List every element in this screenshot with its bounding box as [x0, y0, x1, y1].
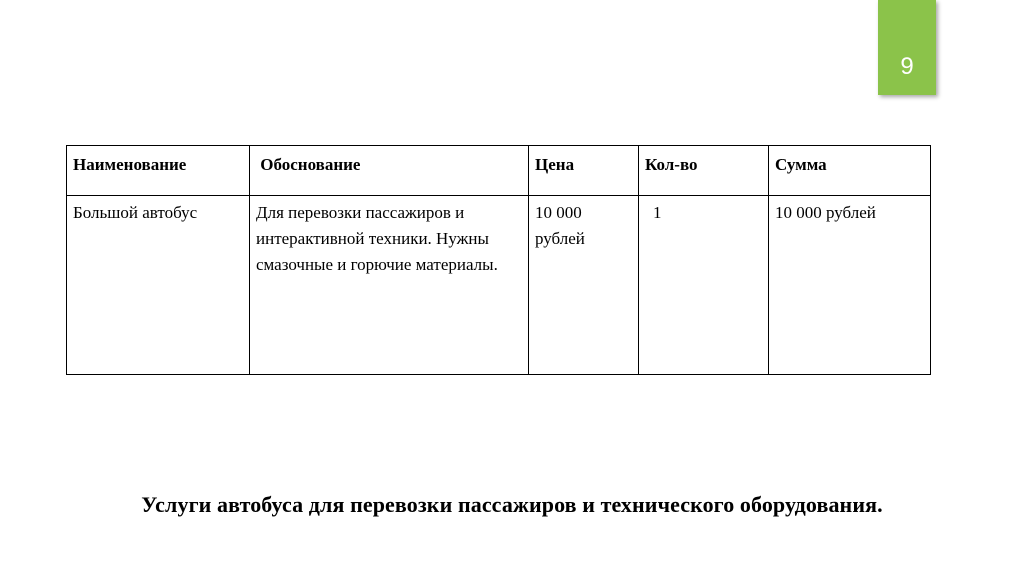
page-number: 9: [900, 53, 914, 80]
header-total: Сумма: [769, 146, 931, 196]
slide-caption: Услуги автобуса для перевозки пассажиров и технического оборудования.: [141, 492, 883, 517]
cell-quantity: 1: [639, 196, 769, 375]
cost-table: [66, 145, 931, 375]
cell-price: 10 000 рублей: [529, 196, 639, 375]
table-header-row: [67, 146, 931, 196]
cell-name: Большой автобус: [67, 196, 250, 375]
header-price: Цена: [529, 146, 639, 196]
cell-total: 10 000 рублей: [769, 196, 931, 375]
cell-reason: Для перевозки пассажиров и интерактивной техники. Нужны смазочные и горючие материалы.: [250, 196, 529, 375]
page-number-badge: [878, 0, 936, 95]
header-quantity: Кол-во: [639, 146, 769, 196]
table-row: [67, 196, 931, 375]
header-reason: Обоснование: [250, 146, 529, 196]
header-name: Наименование: [67, 146, 250, 196]
